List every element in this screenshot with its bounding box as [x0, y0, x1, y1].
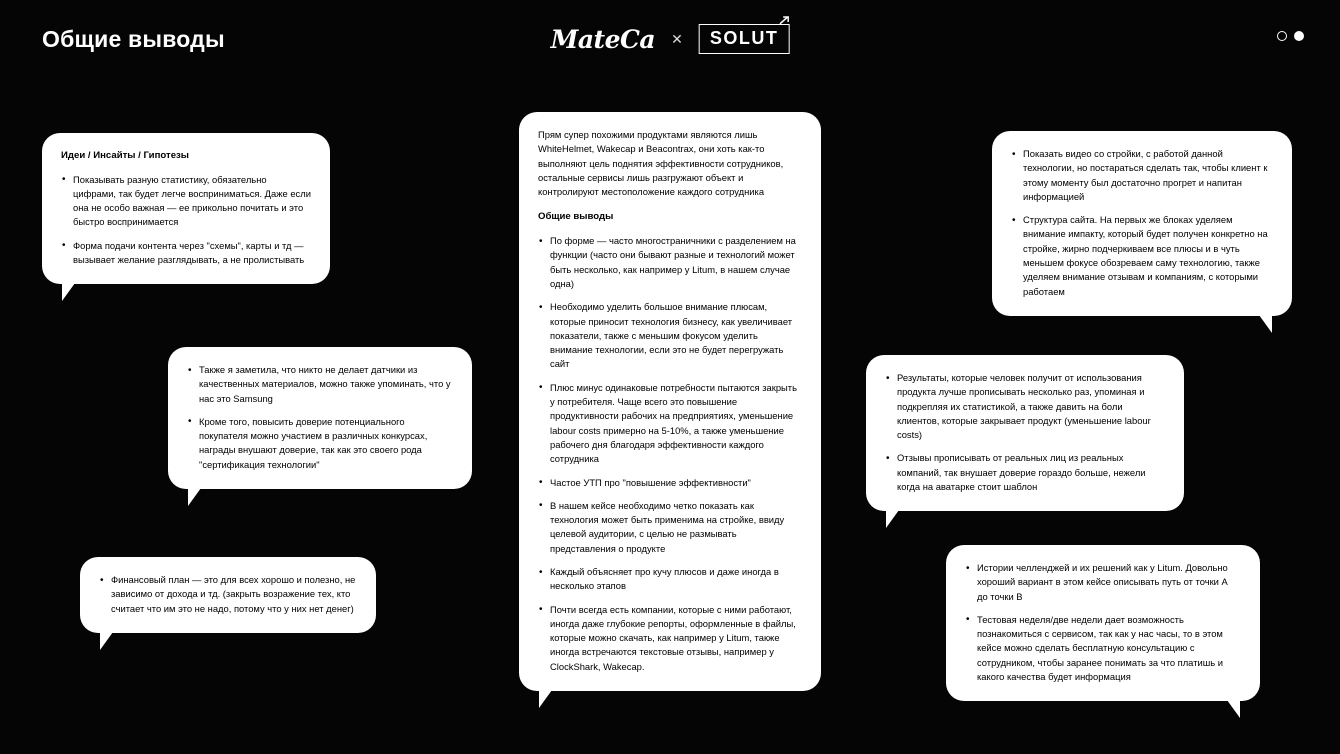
bubble-tail: [62, 283, 75, 301]
bubble-tail: [886, 510, 899, 528]
list-item: • Результаты, которые человек получит от использования продукта лучше прописывать несколько раз, упоминая и подкрепляя их статистикой, а также давить на боли клиентов, которые закрывает продукт (уменьшение labour costs): [885, 371, 1165, 442]
solut-logo: [699, 24, 790, 54]
slide-indicator: [1277, 31, 1304, 41]
bubble-conclusions-lead: Прям супер похожими продуктами являются лишь WhiteHelmet, Wakecap и Beacontrax, они хоть как-то выполняют цель поднятия эффективности сотрудников, остальные сервисы лишь разгружают объект и контролируют местоположение каждого сотрудника: [538, 129, 784, 198]
bubble-tail: [1227, 700, 1240, 718]
indicator-dot-empty: [1277, 31, 1287, 41]
list-item: • Необходимо уделить большое внимание плюсам, которые приносит технология бизнесу, как увеличивает показатели, также с меньшим фокусом уделить внимание технологии, если это не будет перегружать сайт: [538, 300, 802, 371]
bubble-stories-list: [965, 561, 1241, 684]
bubble-tail: [1259, 315, 1272, 333]
list-item: • Структура сайта. На первых же блоках уделяем внимание импакту, который будет получен конкретно на стройке, жирно подчеркиваем все плюсы и в чуть меньшем фокусе обозреваем саму технологию, также уделяем внимание отзывам и компаниям, с которыми работаем: [1011, 213, 1273, 299]
list-item: • Кроме того, повысить доверие потенциального покупателя можно участием в различных конкурсах, награды внушают доверие, так как это своего рода "сертификация технологии": [187, 415, 453, 472]
list-item: • Истории челленджей и их решений как у Litum. Довольно хороший вариант в этом кейсе описывать путь от точки А до точки В: [965, 561, 1241, 604]
list-item: • В нашем кейсе необходимо четко показать как технология может быть применима на стройке, ввиду целевой аудитории, с целью не размывать представления о продукте: [538, 499, 802, 556]
indicator-dot-filled: [1294, 31, 1304, 41]
bubble-ideas-list: [61, 173, 311, 268]
list-item: • Частое УТП про "повышение эффективности": [538, 476, 802, 490]
list-item: • Почти всегда есть компании, которые с ними работают, иногда даже глубокие репорты, оформленные в файлы, которые можно скачать, как например у Litum, также иногда встречаются текстовые отзывы, например у ClockShark, Wakecap.: [538, 603, 802, 674]
list-item: • Финансовый план — это для всех хорошо и полезно, не зависимо от дохода и тд. (закрыть возражение тех, кто считает что им это не надо, потому что у них нет денег): [99, 573, 357, 616]
bubble-finance: [80, 557, 376, 633]
bubble-sensors-list: [187, 363, 453, 472]
solut-logo-text: SOLUT: [709, 28, 779, 48]
list-item: • Отзывы прописывать от реальных лиц из реальных компаний, так внушает доверие гораздо больше, нежели когда на аватарке стоит шаблон: [885, 451, 1165, 494]
list-item: • Показать видео со стройки, с работой данной технологии, но постараться сделать так, чтобы клиент к этому моменту был достаточно прогрет и напитан информацией: [1011, 147, 1273, 204]
bubble-conclusions-heading: Общие выводы: [538, 211, 614, 223]
bubble-video-list: [1011, 147, 1273, 299]
bubble-ideas: [42, 133, 330, 284]
cross-icon: ✕: [671, 30, 683, 47]
list-item: • Показывать разную статистику, обязательно цифрами, так будет легче восприниматься. Даже если она не особо важная — ее прикольно почитать и это быстро воспринимается: [61, 173, 311, 230]
list-item: • Каждый объясняет про кучу плюсов и даже иногда в несколько этапов: [538, 565, 802, 594]
list-item: • Тестовая неделя/две недели дает возможность познакомиться с сервисом, так как у нас часы, то в этом кейсе можно сделать бесплатную консультацию с сотрудником, чтобы заранее понимать за что платишь и какого качества будет информация: [965, 613, 1241, 684]
mateca-logo: MateCa: [550, 24, 656, 54]
bubble-sensors: [168, 347, 472, 489]
bubble-tail: [100, 632, 113, 650]
bubble-stories: [946, 545, 1260, 701]
bubble-tail: [539, 690, 552, 708]
page-title: Общие выводы: [42, 26, 225, 52]
list-item: • По форме — часто многостраничники с разделением на функции (часто они бывают разные и технологий может быть несколько, как например у Litum, в нашем случае одна): [538, 234, 802, 291]
bubble-ideas-heading: Идеи / Инсайты / Гипотезы: [61, 150, 189, 161]
bubble-conclusions: [519, 112, 821, 691]
bubble-results-list: [885, 371, 1165, 494]
list-item: • Форма подачи контента через "схемы", карты и тд — вызывает желание разглядывать, а не пролистывать: [61, 239, 311, 268]
list-item: • Также я заметила, что никто не делает датчики из качественных материалов, можно также упоминать, что у нас это Samsung: [187, 363, 453, 406]
bubble-results: [866, 355, 1184, 511]
bubble-video: [992, 131, 1292, 316]
list-item: • Плюс минус одинаковые потребности пытаются закрыть у потребителя. Чаще всего это повышение продуктивности рабочих на предприятиях, уменьшение labour costs примерно на 5-10%, а также уменьшение рабочего дня благодаря эффективности каждого сотрудника: [538, 381, 802, 467]
bubble-tail: [188, 488, 201, 506]
bubble-conclusions-list: [538, 234, 802, 674]
arrow-icon: [780, 16, 790, 25]
logo-lockup: [551, 24, 790, 54]
bubble-finance-list: [99, 573, 357, 616]
